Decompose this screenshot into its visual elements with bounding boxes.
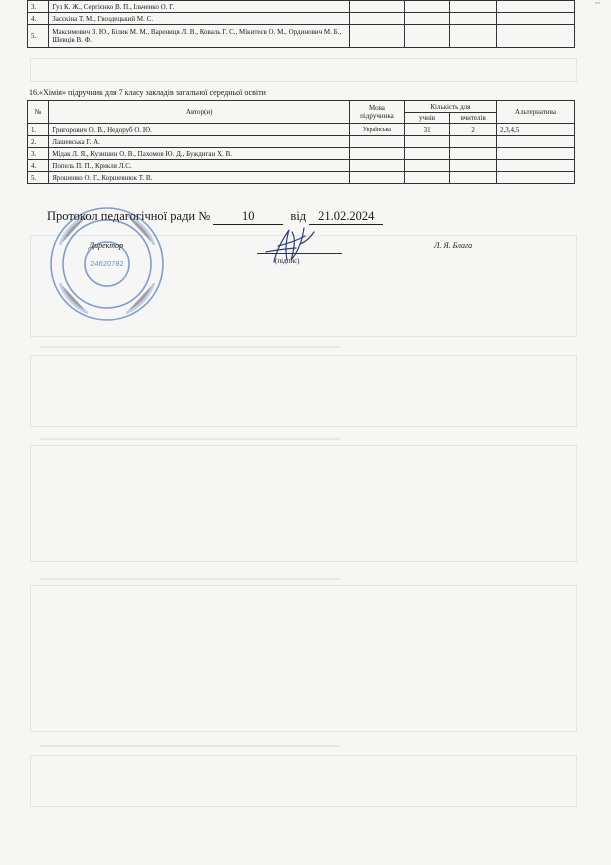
row-number: 1. <box>28 124 49 136</box>
teachers-cell <box>450 148 497 160</box>
alt-cell: 2,3,4,5 <box>496 124 574 136</box>
protocol-line <box>47 209 383 225</box>
table-row <box>28 160 575 172</box>
row-number: 3. <box>28 1 49 13</box>
header-author: Автор(и) <box>49 101 350 124</box>
table-row <box>28 1 575 13</box>
students-cell <box>404 148 450 160</box>
header-alt: Альтернатива <box>496 101 574 124</box>
alt-cell <box>496 136 574 148</box>
signature-line <box>257 253 342 254</box>
table-chemistry <box>27 100 575 184</box>
protocol-number: 10 <box>213 209 283 225</box>
director-name: Л. Я. Блага <box>434 241 473 250</box>
lang-cell: Українська <box>350 124 405 136</box>
students-cell <box>404 136 450 148</box>
header-teachers: вчителів <box>450 113 497 124</box>
row-number: 4. <box>28 160 49 172</box>
row-number: 4. <box>28 13 49 25</box>
lang-cell <box>350 136 405 148</box>
protocol-date: 21.02.2024 <box>309 209 383 225</box>
section-title: 16.«Хімія» підручник для 7 класу закладів загальної середньої освіти <box>29 88 266 97</box>
table-row <box>28 148 575 160</box>
author-cell: Попель П. П., Крикля Л.С. <box>49 160 350 172</box>
students-cell <box>404 172 450 184</box>
teachers-cell: 2 <box>450 124 497 136</box>
teachers-cell <box>450 136 497 148</box>
teachers-cell <box>450 172 497 184</box>
author-cell: Ярошенко О. Г., Коршевнюк Т. В. <box>49 172 350 184</box>
lang-cell <box>350 148 405 160</box>
table-header-row <box>28 101 575 113</box>
alt-cell <box>496 148 574 160</box>
date-label: від <box>290 209 307 223</box>
signature-caption: (підпис) <box>275 257 300 265</box>
author-cell: Засєкіна Т. М., Гвоздецький М. С. <box>49 13 350 25</box>
director-label: Директор <box>89 241 124 250</box>
author-cell: Лашевська Г. А. <box>49 136 350 148</box>
row-number: 2. <box>28 136 49 148</box>
alt-cell <box>496 160 574 172</box>
row-number: 5. <box>28 25 49 48</box>
lang-cell <box>350 172 405 184</box>
author-cell: Максимович З. Ю., Білик М. М., Варениця Л. В., Коваль Г. С., Мікитеєв О. М., Ординович М. Б., Шевців В. Ф. <box>49 25 350 48</box>
header-qty: Кількість для <box>404 101 496 113</box>
alt-cell <box>496 172 574 184</box>
table-row <box>28 172 575 184</box>
teachers-cell <box>450 160 497 172</box>
author-cell: Мідак Л. Я., Кузишин О. В., Пахомов Ю. Д., Буждиган Х. В. <box>49 148 350 160</box>
table-previous-section <box>27 0 575 48</box>
author-cell: Григорович О. В., Недоруб О. Ю. <box>49 124 350 136</box>
author-cell: Гуз К. Ж., Сергієнко В. П., Ільченко О. Г. <box>49 1 350 13</box>
table-row <box>28 25 575 48</box>
header-students: учнів <box>404 113 450 124</box>
row-number: 5. <box>28 172 49 184</box>
table-row <box>28 124 575 136</box>
row-number: 3. <box>28 148 49 160</box>
lang-cell <box>350 160 405 172</box>
protocol-label: Протокол педагогічної ради № <box>47 209 211 223</box>
table-row <box>28 13 575 25</box>
table-row <box>28 136 575 148</box>
header-lang: Мова підручника <box>350 101 405 124</box>
students-cell: 31 <box>404 124 450 136</box>
stamp-code: 24620782 <box>90 259 124 268</box>
header-num: № <box>28 101 49 124</box>
scan-edge-mark: ⁞ <box>593 2 601 4</box>
students-cell <box>404 160 450 172</box>
